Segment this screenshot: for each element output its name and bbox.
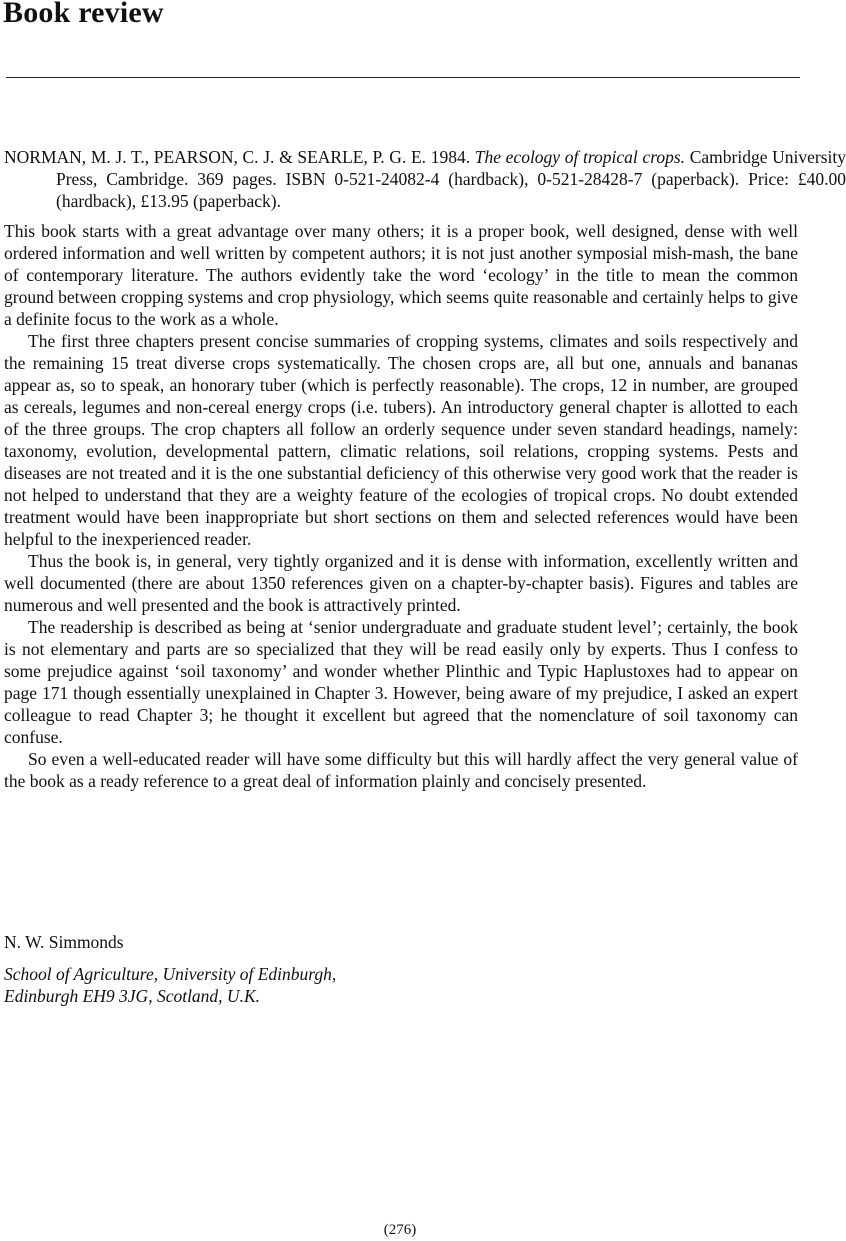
affiliation-line: School of Agriculture, University of Edinburgh, xyxy=(4,964,337,984)
review-paragraph: This book starts with a great advantage over many others; it is a proper book, well designed, dense with well ordered information and well written by competent authors; it is not just another symposial mish-mash, the bane of contemporary literature. The authors evidently take the word ‘ecology’ in the title to mean the common ground between cropping systems and crop physiology, which seems quite reasonable and certainly helps to give a definite focus to the work as a whole. xyxy=(4,221,798,329)
review-paragraph: The readership is described as being at ‘senior undergraduate and graduate student level’; certainly, the book is not elementary and parts are so specialized that they will be read easily only by experts. Thus I confess to some prejudice against ‘soil taxonomy’ and wonder whether Plinthic and Typic Haplustoxes had to appear on page 171 though essentially unexplained in Chapter 3. However, being aware of my prejudice, I asked an expert colleague to read Chapter 3; he thought it excellent but agreed that the nomenclature of soil taxonomy can confuse. xyxy=(4,617,798,747)
book-citation xyxy=(4,146,846,212)
reviewer-signoff xyxy=(4,931,798,1007)
review-paragraph: So even a well-educated reader will have some difficulty but this will hardly affect the very general value of the book as a ready reference to a great deal of information plainly and concisely presented. xyxy=(4,749,798,791)
page-number: (276) xyxy=(383,1222,417,1238)
review-paragraph: The first three chapters present concise summaries of cropping systems, climates and soils respectively and the remaining 15 treat diverse crops systematically. The chosen crops are, all but one, annuals and bananas appear as, so to speak, an honorary tuber (which is perfectly reasonable). The crops, 12 in number, are grouped as cereals, legumes and non-cereal energy crops (i.e. tubers). An introductory general chapter is allotted to each of the three groups. The crop chapters all follow an orderly sequence under seven standard headings, namely: taxonomy, evolution, developmental pattern, climatic relations, soil relations, cropping systems. Pests and diseases are not treated and it is the one substantial deficiency of this otherwise very good work that the reader is not helped to understand that they are a weighty feature of the ecologies of tropical crops. No doubt extended treatment would have been inappropriate but short sections on them and selected references would have been helpful to the inexperienced reader. xyxy=(4,331,798,549)
reviewer-affiliation xyxy=(4,963,798,1007)
reviewer-name: N. W. Simmonds xyxy=(4,932,124,952)
review-paragraph: Thus the book is, in general, very tightly organized and it is dense with information, excellently written and well documented (there are about 1350 references given on a chapter-by-chapter basis). Figures and tables are numerous and well presented and the book is attractively printed. xyxy=(4,551,798,615)
citation-authors: NORMAN, M. J. T., PEARSON, C. J. & SEARLE, P. G. E. 1984. xyxy=(4,146,471,167)
page-title: Book review xyxy=(3,0,164,29)
affiliation-line: Edinburgh EH9 3JG, Scotland, U.K. xyxy=(4,986,260,1006)
citation-book-title: The ecology of tropical crops. xyxy=(474,146,686,167)
citation-details: Cambridge University Press, Cambridge. 369 pages. ISBN 0-521-24082-4 (hardback), 0-521-28428-7 (paperback). Price: £40.00 (hardback), £13.95 (paperback). xyxy=(56,146,846,211)
review-body xyxy=(4,220,798,792)
title-divider xyxy=(6,77,800,78)
